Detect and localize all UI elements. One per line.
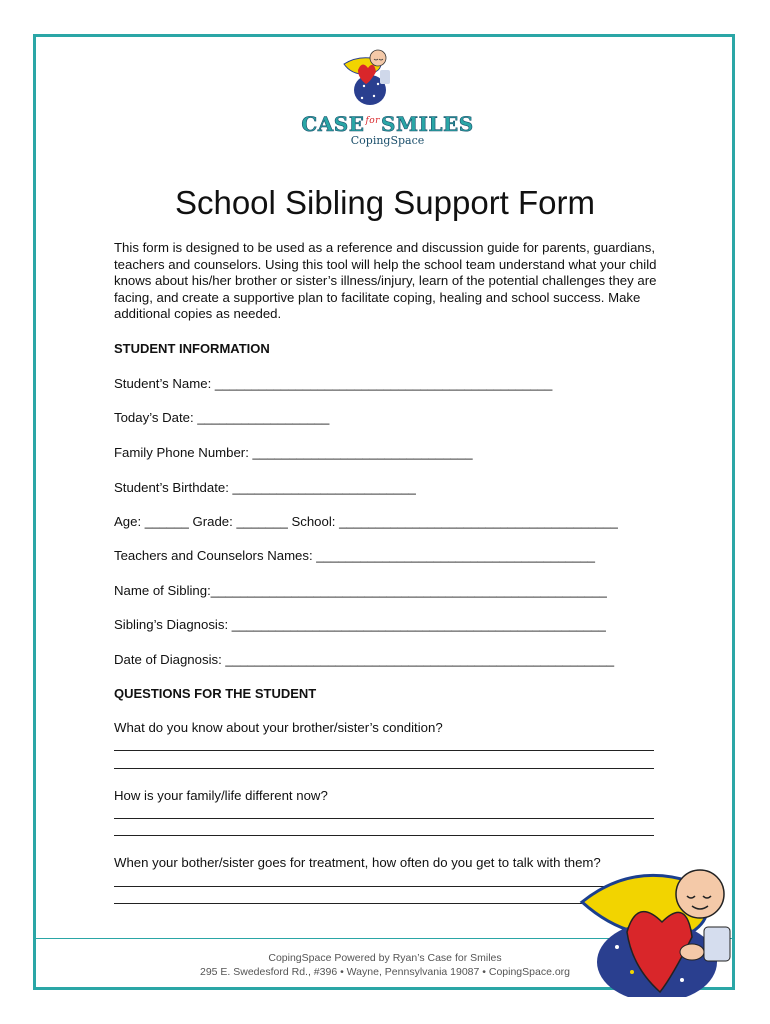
child-with-pillow-icon <box>340 46 400 108</box>
brand-wordmark: $CASE^{for}SMILES$ <box>301 112 474 136</box>
students-name-field[interactable]: Student’s Name: ______________________________________________ <box>114 376 553 391</box>
answer-line[interactable] <box>114 886 614 887</box>
child-hugging-heart-icon <box>572 852 742 997</box>
section-heading-student-information: STUDENT INFORMATION <box>114 341 270 356</box>
answer-line[interactable] <box>114 768 654 769</box>
answer-line[interactable] <box>114 835 654 836</box>
sibling-name-field[interactable]: Name of Sibling:______________________________________________________ <box>114 583 607 598</box>
age-grade-school-field[interactable]: Age: ______ Grade: _______ School: ______________________________________ <box>114 514 618 529</box>
todays-date-field[interactable]: Today’s Date: __________________ <box>114 410 330 425</box>
date-of-diagnosis-field[interactable]: Date of Diagnosis: _____________________________________________________ <box>114 652 615 667</box>
page-border <box>33 34 735 990</box>
sibling-diagnosis-field[interactable]: Sibling’s Diagnosis: ___________________________________________________ <box>114 617 606 632</box>
birthdate-field[interactable]: Student’s Birthdate: _________________________ <box>114 480 416 495</box>
question-treatment-contact: When your bother/sister goes for treatment, how often do you get to talk with them? <box>114 855 601 870</box>
section-heading-questions: QUESTIONS FOR THE STUDENT <box>114 686 317 701</box>
answer-line[interactable] <box>114 903 600 904</box>
teachers-counselors-field[interactable]: Teachers and Counselors Names: ______________________________________ <box>114 548 596 563</box>
answer-line[interactable] <box>114 750 654 751</box>
question-family-life: How is your family/life different now? <box>114 788 328 803</box>
brand-subtitle: CopingSpace <box>350 134 425 147</box>
footer-line-2: 295 E. Swedesford Rd., #396 • Wayne, Pennsylvania 19087 • CopingSpace.org <box>199 966 571 978</box>
form-title: School Sibling Support Form <box>174 184 596 221</box>
family-phone-field[interactable]: Family Phone Number: ______________________________ <box>114 445 473 460</box>
question-condition: What do you know about your brother/sister’s condition? <box>114 720 443 735</box>
answer-line[interactable] <box>114 818 654 819</box>
intro-paragraph: This form is designed to be used as a reference and discussion guide for parents, guardians, teachers and counselors. Using this tool will help the school team understand what your child knows about his/her brother or sister’s illness/injury, learn of the potential challenges they are facing, and create a supportive plan to facilitate coping, healing and school success. Make additional copies as needed. <box>114 240 657 322</box>
footer-line-1: CopingSpace Powered by Ryan’s Case for Smiles <box>268 952 502 964</box>
case-for-smiles-logo <box>300 46 475 152</box>
